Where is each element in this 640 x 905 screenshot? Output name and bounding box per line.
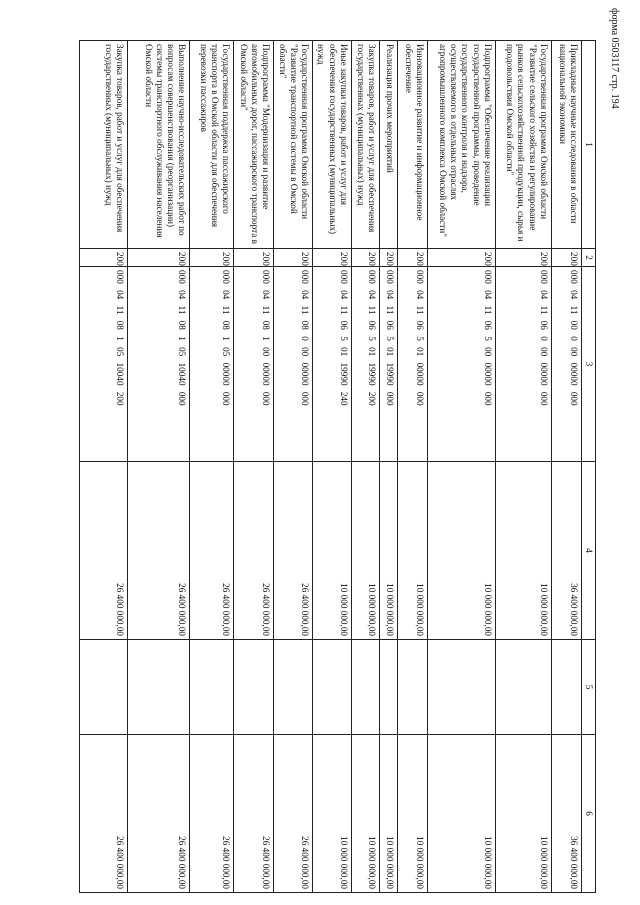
row-executed-amount — [427, 640, 495, 735]
column-header-3: 3 — [581, 267, 595, 462]
row-name: Подпрограмма "Обеспечение реализации государственной программы, проведение государственного контроля и надзора, осуществляемого в отдельных отраслях агропромышленного комплекса Омской области" — [427, 41, 495, 249]
row-approved-amount: 26 400 000,00 — [80, 462, 128, 640]
table-row — [495, 41, 551, 893]
row-remaining-amount: 10 000 000,00 — [495, 735, 551, 893]
row-remaining-amount: 26 400 000,00 — [80, 735, 128, 893]
budget-execution-table — [79, 40, 596, 893]
row-approved-amount: 26 400 000,00 — [128, 462, 190, 640]
row-name: Государственная программа Омской области "Развитие сельского хозяйства и регулирование рынков сельскохозяйственной продукции, сырья и продовольствия Омской области" — [495, 41, 551, 249]
row-line-code: 200 — [234, 249, 274, 267]
row-executed-amount — [397, 640, 427, 735]
row-approved-amount: 10 000 000,00 — [427, 462, 495, 640]
row-executed-amount — [313, 640, 352, 735]
row-remaining-amount: 26 400 000,00 — [190, 735, 234, 893]
table-row — [80, 41, 128, 893]
row-executed-amount — [190, 640, 234, 735]
row-executed-amount — [128, 640, 190, 735]
page-header — [604, 8, 628, 308]
row-name: Иные закупки товаров, работ и услуг для обеспечения государственных (муниципальных) нужд — [313, 41, 352, 249]
row-budget-code: 000 04 11 06 5 01 19990 000 — [379, 267, 397, 462]
row-line-code: 200 — [313, 249, 352, 267]
row-executed-amount — [495, 640, 551, 735]
row-budget-code: 000 04 11 08 1 05 00000 000 — [190, 267, 234, 462]
row-approved-amount: 36 400 000,00 — [551, 462, 581, 640]
row-name: Реализация прочих мероприятий — [379, 41, 397, 249]
row-remaining-amount: 26 400 000,00 — [274, 735, 313, 893]
column-header-2: 2 — [581, 249, 595, 267]
table-row — [274, 41, 313, 893]
row-budget-code: 000 04 11 06 5 01 00000 000 — [397, 267, 427, 462]
row-line-code: 200 — [379, 249, 397, 267]
row-line-code: 200 — [274, 249, 313, 267]
row-remaining-amount: 10 000 000,00 — [313, 735, 352, 893]
column-header-6: 6 — [581, 735, 595, 893]
rotated-table-container — [76, 40, 596, 900]
row-line-code: 200 — [190, 249, 234, 267]
row-executed-amount — [234, 640, 274, 735]
row-approved-amount: 26 400 000,00 — [190, 462, 234, 640]
row-approved-amount: 10 000 000,00 — [351, 462, 379, 640]
table-row — [313, 41, 352, 893]
row-name: Государственная программа Омской области "Развитие транспортной системы в Омской области" — [274, 41, 313, 249]
table-row — [190, 41, 234, 893]
row-name: Закупка товаров, работ и услуг для обеспечения государственных (муниципальных) нужд — [351, 41, 379, 249]
table-row — [379, 41, 397, 893]
row-approved-amount: 10 000 000,00 — [397, 462, 427, 640]
table-row — [551, 41, 581, 893]
table-row — [234, 41, 274, 893]
form-number-label: форма 0503117 стр. 194 — [609, 8, 620, 109]
row-budget-code: 000 04 11 08 1 05 10040 200 — [80, 267, 128, 462]
row-line-code: 200 — [397, 249, 427, 267]
row-name: Закупка товаров, работ и услуг для обеспечения государственных (муниципальных) нужд — [80, 41, 128, 249]
row-line-code: 200 — [551, 249, 581, 267]
table-row — [128, 41, 190, 893]
row-executed-amount — [80, 640, 128, 735]
row-remaining-amount: 36 400 000,00 — [551, 735, 581, 893]
row-executed-amount — [379, 640, 397, 735]
row-remaining-amount: 10 000 000,00 — [397, 735, 427, 893]
table-body — [80, 41, 581, 893]
row-approved-amount: 10 000 000,00 — [495, 462, 551, 640]
column-header-1: 1 — [581, 41, 595, 249]
row-budget-code: 000 04 11 00 0 00 00000 000 — [551, 267, 581, 462]
row-executed-amount — [551, 640, 581, 735]
row-line-code: 200 — [495, 249, 551, 267]
row-budget-code: 000 04 11 06 0 00 00000 000 — [495, 267, 551, 462]
row-approved-amount: 10 000 000,00 — [313, 462, 352, 640]
row-line-code: 200 — [128, 249, 190, 267]
row-line-code: 200 — [80, 249, 128, 267]
row-approved-amount: 26 400 000,00 — [274, 462, 313, 640]
row-name: Прикладные научные исследования в области национальной экономики — [551, 41, 581, 249]
row-budget-code: 000 04 11 06 5 01 19990 240 — [313, 267, 352, 462]
row-approved-amount: 26 400 000,00 — [234, 462, 274, 640]
row-name: Подпрограмма "Модернизация и развитие автомобильных дорог, пассажирского транспорта в Омской области" — [234, 41, 274, 249]
row-remaining-amount: 10 000 000,00 — [351, 735, 379, 893]
row-executed-amount — [274, 640, 313, 735]
row-line-code: 200 — [427, 249, 495, 267]
row-executed-amount — [351, 640, 379, 735]
row-budget-code: 000 04 11 08 0 00 00000 000 — [274, 267, 313, 462]
column-number-row — [581, 41, 595, 893]
table-row — [351, 41, 379, 893]
row-remaining-amount: 10 000 000,00 — [379, 735, 397, 893]
row-remaining-amount: 26 400 000,00 — [234, 735, 274, 893]
row-budget-code: 000 04 11 06 5 00 00000 000 — [427, 267, 495, 462]
row-remaining-amount: 10 000 000,00 — [427, 735, 495, 893]
row-name: Инновационное развитие и информационное обеспечение — [397, 41, 427, 249]
row-approved-amount: 10 000 000,00 — [379, 462, 397, 640]
row-line-code: 200 — [351, 249, 379, 267]
row-budget-code: 000 04 11 06 5 01 19990 200 — [351, 267, 379, 462]
row-budget-code: 000 04 11 08 1 05 10040 000 — [128, 267, 190, 462]
table-row — [427, 41, 495, 893]
row-name: Выполнение научно-исследовательских работ по вопросам совершенствования (реорганизации) системы транспортного обслуживания населения Омской области — [128, 41, 190, 249]
row-remaining-amount: 26 400 000,00 — [128, 735, 190, 893]
column-header-5: 5 — [581, 640, 595, 735]
column-header-4: 4 — [581, 462, 595, 640]
row-name: Государственная поддержка пассажирского транспорта в Омской области для обеспечения перевозки пассажиров — [190, 41, 234, 249]
row-budget-code: 000 04 11 08 1 00 00000 000 — [234, 267, 274, 462]
table-row — [397, 41, 427, 893]
